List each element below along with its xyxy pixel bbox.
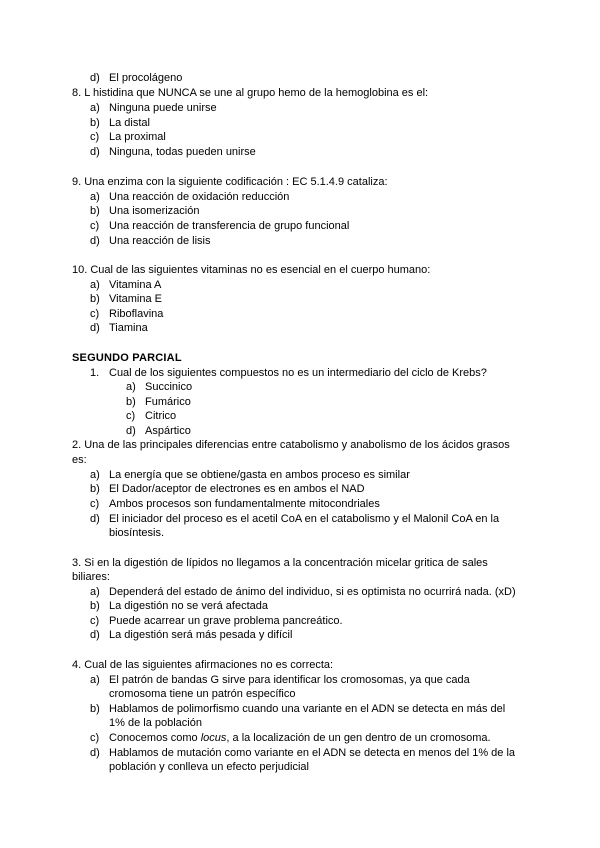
option-label: c) bbox=[90, 498, 100, 510]
option-text: Tiamina bbox=[109, 322, 148, 334]
option-label: c) bbox=[90, 131, 100, 143]
option-label: c) bbox=[126, 410, 136, 422]
option-label: a) bbox=[90, 191, 100, 203]
option-label: d) bbox=[90, 235, 100, 247]
option-text: La digestión no se verá afectada bbox=[109, 600, 269, 612]
question-s2-2: 2. Una de las principales diferencias entre catabolismo y anabolismo de los ácidos grasos bbox=[72, 439, 510, 451]
option-label: c) bbox=[90, 732, 100, 744]
option-text: Dependerá del estado de ánimo del individuo, si es optimista no ocurrirá nada. (xD) bbox=[109, 586, 516, 598]
option-label: d) bbox=[90, 629, 100, 641]
option-text: Citrico bbox=[145, 410, 177, 422]
option-text: La distal bbox=[109, 117, 150, 129]
option-text: La digestión será más pesada y difícil bbox=[109, 629, 293, 641]
option-text: El iniciador del proceso es el acetil CoA en el catabolismo y el Malonil CoA en la bbox=[109, 513, 500, 525]
option-text: Puede acarrear un grave problema pancreático. bbox=[109, 615, 343, 627]
option-text: población y conlleva un efecto perjudicial bbox=[109, 761, 309, 773]
option-label: b) bbox=[90, 205, 100, 217]
option-label: c) bbox=[90, 308, 100, 320]
option-label: d) bbox=[90, 146, 100, 158]
option-text: Vitamina E bbox=[109, 293, 162, 305]
option-text: Una reacción de oxidación reducción bbox=[109, 191, 290, 203]
option-text: Succinico bbox=[145, 381, 193, 393]
question-8: 8. L histidina que NUNCA se une al grupo hemo de la hemoglobina es el: bbox=[72, 87, 429, 99]
option-label: b) bbox=[90, 483, 100, 495]
option-text: Hablamos de polimorfismo cuando una variante en el ADN se detecta en más del bbox=[109, 703, 506, 715]
option-text: La proximal bbox=[109, 131, 166, 143]
option-text: Una reacción de lisis bbox=[109, 235, 211, 247]
option-text: La energía que se obtiene/gasta en ambos proceso es similar bbox=[109, 469, 410, 481]
question-s2-4: 4. Cual de las siguientes afirmaciones no es correcta: bbox=[72, 659, 334, 671]
option-text-post: , a la localización de un gen dentro de un cromosoma. bbox=[226, 732, 491, 744]
option-label: a) bbox=[90, 279, 100, 291]
question-9: 9. Una enzima con la siguiente codificación : EC 5.1.4.9 cataliza: bbox=[72, 176, 388, 188]
option-text: Ninguna, todas pueden unirse bbox=[109, 146, 256, 158]
option-label: c) bbox=[90, 615, 100, 627]
option-text: Vitamina A bbox=[109, 279, 162, 291]
section-title: SEGUNDO PARCIAL bbox=[72, 352, 182, 364]
option-text: Riboflavina bbox=[109, 308, 164, 320]
option-label: b) bbox=[90, 703, 100, 715]
option-label: d) bbox=[126, 425, 136, 437]
option-label: a) bbox=[90, 674, 100, 686]
option-text-pre: Conocemos como bbox=[109, 732, 201, 744]
option-text bbox=[109, 731, 491, 745]
option-label: a) bbox=[90, 469, 100, 481]
option-text: Fumárico bbox=[145, 396, 191, 408]
option-text: Una reacción de transferencia de grupo funcional bbox=[109, 220, 350, 232]
option-label: b) bbox=[126, 396, 136, 408]
option-text: El procolágeno bbox=[109, 72, 183, 84]
option-label: d) bbox=[90, 513, 100, 525]
option-text: 1% de la población bbox=[109, 717, 202, 729]
option-label: b) bbox=[90, 117, 100, 129]
option-label: d) bbox=[90, 747, 100, 759]
option-label: a) bbox=[90, 586, 100, 598]
option-text: Aspártico bbox=[145, 425, 191, 437]
option-text: cromosoma tiene un patrón específico bbox=[109, 688, 296, 700]
question-s2-2-cont: es: bbox=[72, 454, 87, 466]
question-s2-3: 3. Si en la digestión de lípidos no llegamos a la concentración micelar gritica de sales bbox=[72, 557, 488, 569]
option-text-italic: locus bbox=[200, 732, 227, 744]
option-label: a) bbox=[90, 102, 100, 114]
option-text: El patrón de bandas G sirve para identificar los cromosomas, ya que cada bbox=[109, 674, 470, 686]
option-text: Ambos procesos son fundamentalmente mitocondriales bbox=[109, 498, 380, 510]
question-number: 1. bbox=[90, 367, 100, 379]
option-label: b) bbox=[90, 293, 100, 305]
option-label: d) bbox=[90, 322, 100, 334]
option-label: c) bbox=[90, 220, 100, 232]
option-text: Hablamos de mutación como variante en el ADN se detecta en menos del 1% de la bbox=[109, 747, 516, 759]
question-10: 10. Cual de las siguientes vitaminas no es esencial en el cuerpo humano: bbox=[72, 264, 431, 276]
option-label: d) bbox=[90, 72, 100, 84]
option-text: biosíntesis. bbox=[109, 527, 165, 539]
option-label: a) bbox=[126, 381, 136, 393]
question-text: Cual de los siguientes compuestos no es un intermediario del ciclo de Krebs? bbox=[109, 367, 487, 379]
option-text: El Dador/aceptor de electrones es en ambos el NAD bbox=[109, 483, 365, 495]
option-label: b) bbox=[90, 600, 100, 612]
option-text: Una isomerización bbox=[109, 205, 200, 217]
option-text: Ninguna puede unirse bbox=[109, 102, 217, 114]
question-s2-3-cont: biliares: bbox=[72, 571, 110, 583]
